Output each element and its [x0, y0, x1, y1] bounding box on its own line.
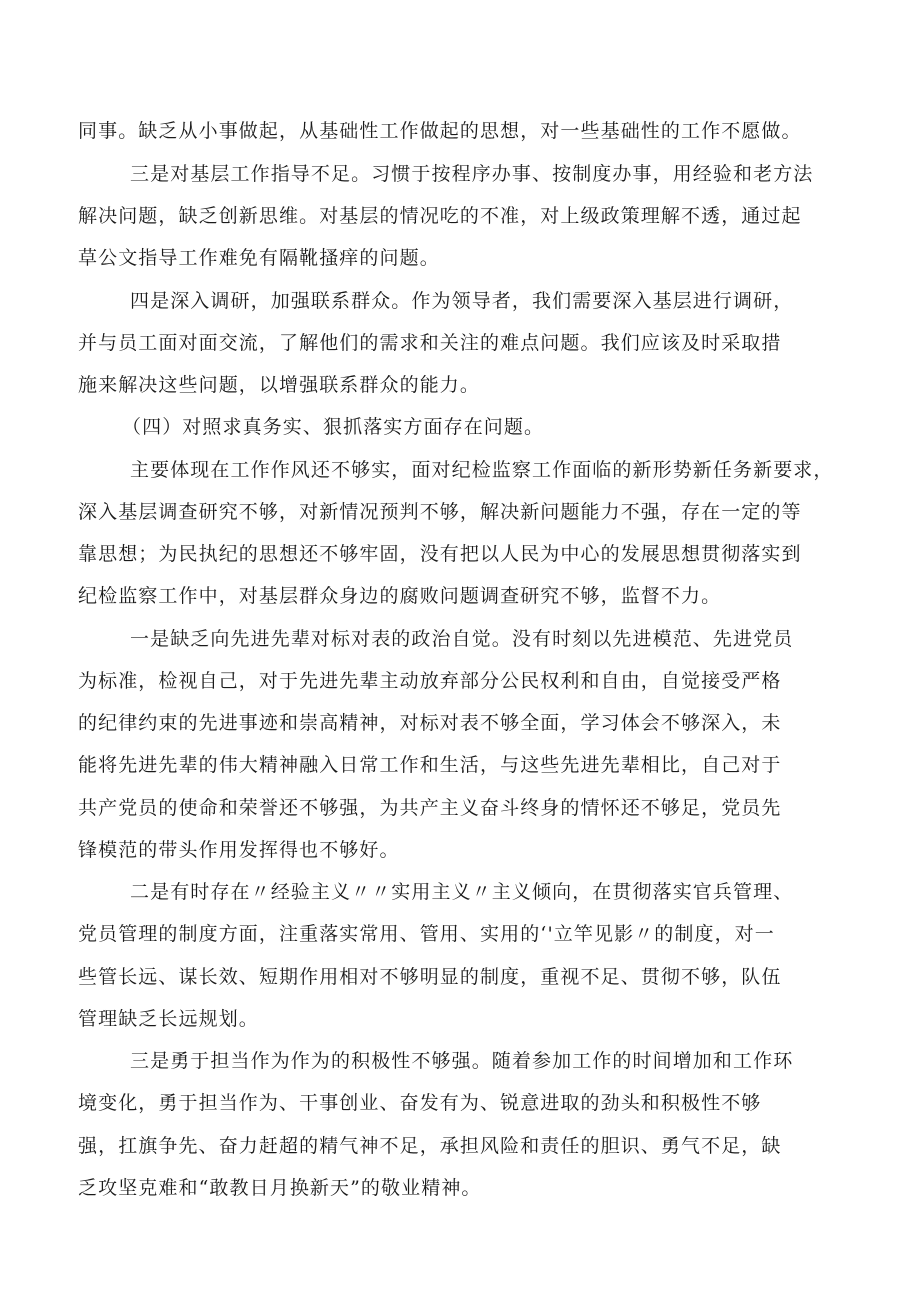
text-line: 能将先进先辈的伟大精神融入日常工作和生活，与这些先进先辈相比，自己对于 [78, 754, 782, 776]
text-line: 施来解决这些问题，以增强联系群众的能力。 [78, 374, 481, 396]
text-line: 草公文指导工作难免有隔靴搔痒的问题。 [78, 247, 440, 269]
text-line: 一是缺乏向先进先辈对标对表的政治自觉。没有时刻以先进模范、先进党员 [130, 628, 794, 650]
section-heading: （四）对照求真务实、狠抓落实方面存在问题。 [122, 416, 545, 438]
text-line: 管理缺乏长远规划。 [78, 1008, 259, 1030]
text-line: 三是勇于担当作为作为的积极性不够强。随着参加工作的时间增加和工作环 [130, 1050, 794, 1072]
text-line: 并与员工面对面交流，了解他们的需求和关注的难点问题。我们应该及时采取措 [78, 332, 782, 354]
text-line: 境变化，勇于担当作为、干事创业、奋发有为、锐意进取的劲头和积极性不够 [78, 1092, 762, 1114]
text-line: 党员管理的制度方面，注重落实常用、管用、实用的‘'立竿见影〃的制度，对一 [78, 923, 775, 945]
text-line: 为标准，检视自己，对于先进先辈主动放弃部分公民权利和自由，自觉接受严格 [78, 670, 782, 692]
text-line: 些管长远、谋长效、短期作用相对不够明显的制度，重视不足、贯彻不够，队伍 [78, 966, 782, 988]
text-line: 靠思想；为民执纪的思想还不够牢固，没有把以人民为中心的发展思想贯彻落实到 [78, 543, 802, 565]
text-line: 同事。缺乏从小事做起，从基础性工作做起的思想，对一些基础性的工作不愿做。 [78, 120, 802, 142]
text-line: 解决问题，缺乏创新思维。对基层的情况吃的不准，对上级政策理解不透，通过起 [78, 205, 802, 227]
text-line: 的纪律约束的先进事迹和崇高精神，对标对表不够全面，学习体会不够深入，未 [78, 712, 782, 734]
text-line: 强，扛旗争先、奋力赶超的精气神不足，承担风险和责任的胆识、勇气不足，缺 [78, 1135, 782, 1157]
text-line: 二是有时存在〃经验主义〃〃实用主义〃主义倾向，在贯彻落实官兵管理、 [130, 881, 794, 903]
text-line: 三是对基层工作指导不足。习惯于按程序办事、按制度办事，用经验和老方法 [130, 163, 814, 185]
text-line: 纪检监察工作中，对基层群众身边的腐败问题调查研究不够，监督不力。 [78, 585, 722, 607]
text-line: 深入基层调查研究不够，对新情况预判不够，解决新问题能力不强，存在一定的等 [78, 501, 802, 523]
text-line: 锋模范的带头作用发挥得也不够好。 [78, 839, 400, 861]
text-line: 乏攻坚克难和“敢教日月换新天”的敬业精神。 [78, 1177, 482, 1199]
text-line: 主要体现在工作作风还不够实，面对纪检监察工作面临的新形势新任务新要求， [130, 459, 834, 481]
text-line: 四是深入调研，加强联系群众。作为领导者，我们需要深入基层进行调研， [130, 290, 794, 312]
text-line: 共产党员的使命和荣誉还不够强，为共产主义奋斗终身的情怀还不够足，党员先 [78, 797, 782, 819]
